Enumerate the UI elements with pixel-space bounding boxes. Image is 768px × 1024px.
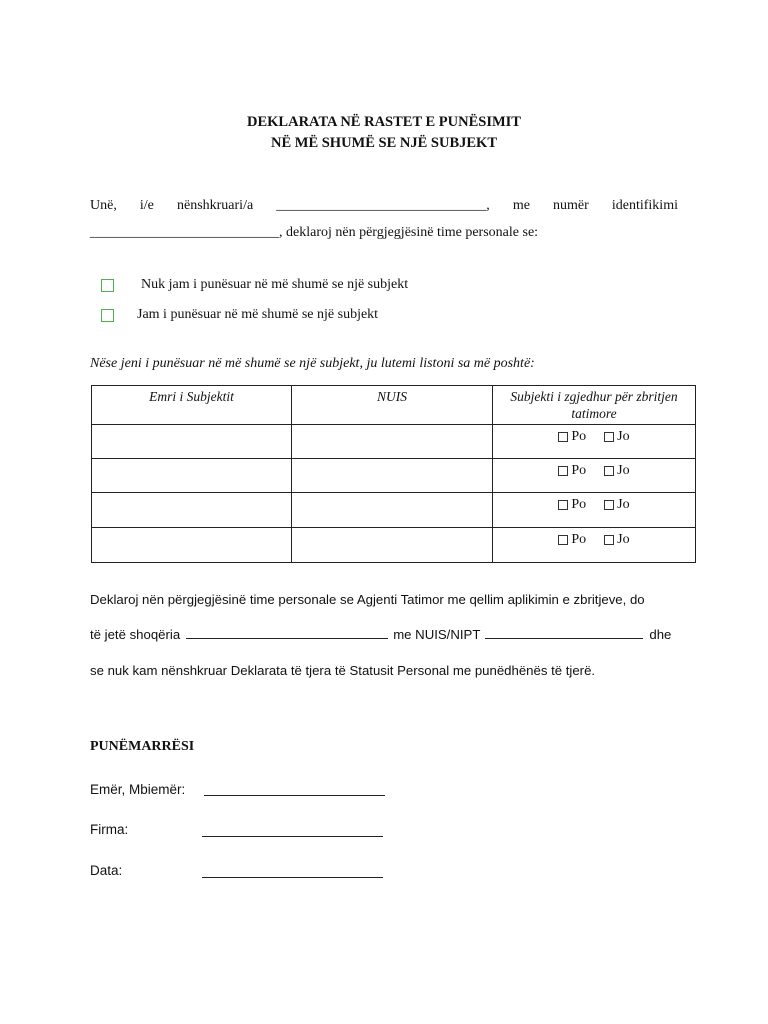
document-title-line1: DEKLARATA NË RASTET E PUNËSIMIT xyxy=(247,114,521,130)
document-title-line2: NË MË SHUMË SE NJË SUBJEKT xyxy=(270,135,497,151)
date-label: Data: xyxy=(90,863,123,878)
full-name-blank[interactable]: ______________________________, xyxy=(276,198,490,213)
name-signature-line[interactable] xyxy=(204,795,385,796)
deduction-choice-cell xyxy=(493,528,696,563)
subject-name-cell[interactable] xyxy=(92,459,292,493)
checkbox-employed[interactable] xyxy=(101,309,114,322)
intro-word: identifikimi xyxy=(611,198,678,213)
yes-checkbox[interactable] xyxy=(558,535,568,545)
table-row xyxy=(92,425,696,459)
declaration-line3: se nuk kam nënshkruar Deklarata të tjera të Statusit Personal me punëdhënës të tjerë. xyxy=(90,663,596,678)
intro-word: i/e xyxy=(139,198,154,213)
checkbox-not-employed[interactable] xyxy=(101,279,114,292)
employee-heading: PUNËMARRËSI xyxy=(90,739,195,754)
declaration-line2 xyxy=(90,627,671,642)
declaration-dhe: dhe xyxy=(649,627,672,642)
declaration-nuis-label: me NUIS/NIPT xyxy=(393,627,481,642)
list-instruction: Nëse jeni i punësuar në më shumë se një subjekt, ju lutemi listoni sa më poshtë: xyxy=(90,356,535,371)
intro-word: Unë, xyxy=(90,198,117,213)
header-subject-name: Emri i Subjektit xyxy=(92,386,292,425)
no-label: Jo xyxy=(617,497,630,512)
subject-name-cell[interactable] xyxy=(92,425,292,459)
nuis-cell[interactable] xyxy=(292,425,493,459)
no-option[interactable] xyxy=(604,532,629,548)
date-line[interactable] xyxy=(202,877,383,878)
declaration-line1: Deklaroj nën përgjegjësinë time personale se Agjenti Tatimor me qellim aplikimin e zbritjeve, do xyxy=(90,592,645,607)
intro-line1 xyxy=(90,198,678,214)
signature-line[interactable] xyxy=(202,836,383,837)
yes-option[interactable] xyxy=(558,532,586,548)
deduction-choice-cell xyxy=(493,493,696,528)
intro-word: numër xyxy=(553,198,589,213)
deduction-choice-cell xyxy=(493,425,696,459)
header-tax-deduction: Subjekti i zgjedhur për zbritjen tatimore xyxy=(493,386,696,425)
no-checkbox[interactable] xyxy=(604,466,614,476)
yes-label: Po xyxy=(571,497,587,512)
yes-option[interactable] xyxy=(558,429,586,445)
signature-label: Firma: xyxy=(90,822,129,837)
option-employed-label: Jam i punësuar në më shumë se një subjekt xyxy=(137,307,379,322)
table-row xyxy=(92,528,696,563)
no-option[interactable] xyxy=(604,429,629,445)
yes-label: Po xyxy=(571,532,587,547)
yes-label: Po xyxy=(571,462,587,478)
table-row xyxy=(92,493,696,528)
option-not-employed[interactable] xyxy=(101,277,408,293)
intro-word: nënshkruari/a xyxy=(176,198,254,213)
declaration-company-label: të jetë shoqëria xyxy=(90,627,181,642)
yes-checkbox[interactable] xyxy=(558,466,568,476)
no-label: Jo xyxy=(617,428,630,444)
nuis-cell[interactable] xyxy=(292,459,493,493)
intro-line2[interactable]: ___________________________, deklaroj nën përgjegjësinë time personale se: xyxy=(90,225,539,240)
no-option[interactable] xyxy=(604,463,629,479)
company-name-blank[interactable] xyxy=(186,637,388,639)
header-nuis: NUIS xyxy=(292,386,493,425)
table-header-row xyxy=(92,386,696,425)
subject-name-cell[interactable] xyxy=(92,493,292,528)
name-label: Emër, Mbiemër: xyxy=(90,782,186,797)
nuis-cell[interactable] xyxy=(292,493,493,528)
no-option[interactable] xyxy=(604,497,629,513)
table-row xyxy=(92,459,696,493)
no-label: Jo xyxy=(617,462,630,478)
nuis-nipt-blank[interactable] xyxy=(485,637,643,639)
nuis-cell[interactable] xyxy=(292,528,493,563)
yes-option[interactable] xyxy=(558,497,586,513)
option-not-employed-label: Nuk jam i punësuar në më shumë se një subjekt xyxy=(141,277,409,292)
subjects-table xyxy=(91,385,696,563)
yes-label: Po xyxy=(571,428,587,444)
yes-option[interactable] xyxy=(558,463,586,479)
yes-checkbox[interactable] xyxy=(558,500,568,510)
option-employed[interactable] xyxy=(101,307,378,323)
deduction-choice-cell xyxy=(493,459,696,493)
no-checkbox[interactable] xyxy=(604,535,614,545)
no-checkbox[interactable] xyxy=(604,500,614,510)
subject-name-cell[interactable] xyxy=(92,528,292,563)
no-checkbox[interactable] xyxy=(604,432,614,442)
intro-word: me xyxy=(512,198,530,213)
yes-checkbox[interactable] xyxy=(558,432,568,442)
no-label: Jo xyxy=(617,532,630,547)
